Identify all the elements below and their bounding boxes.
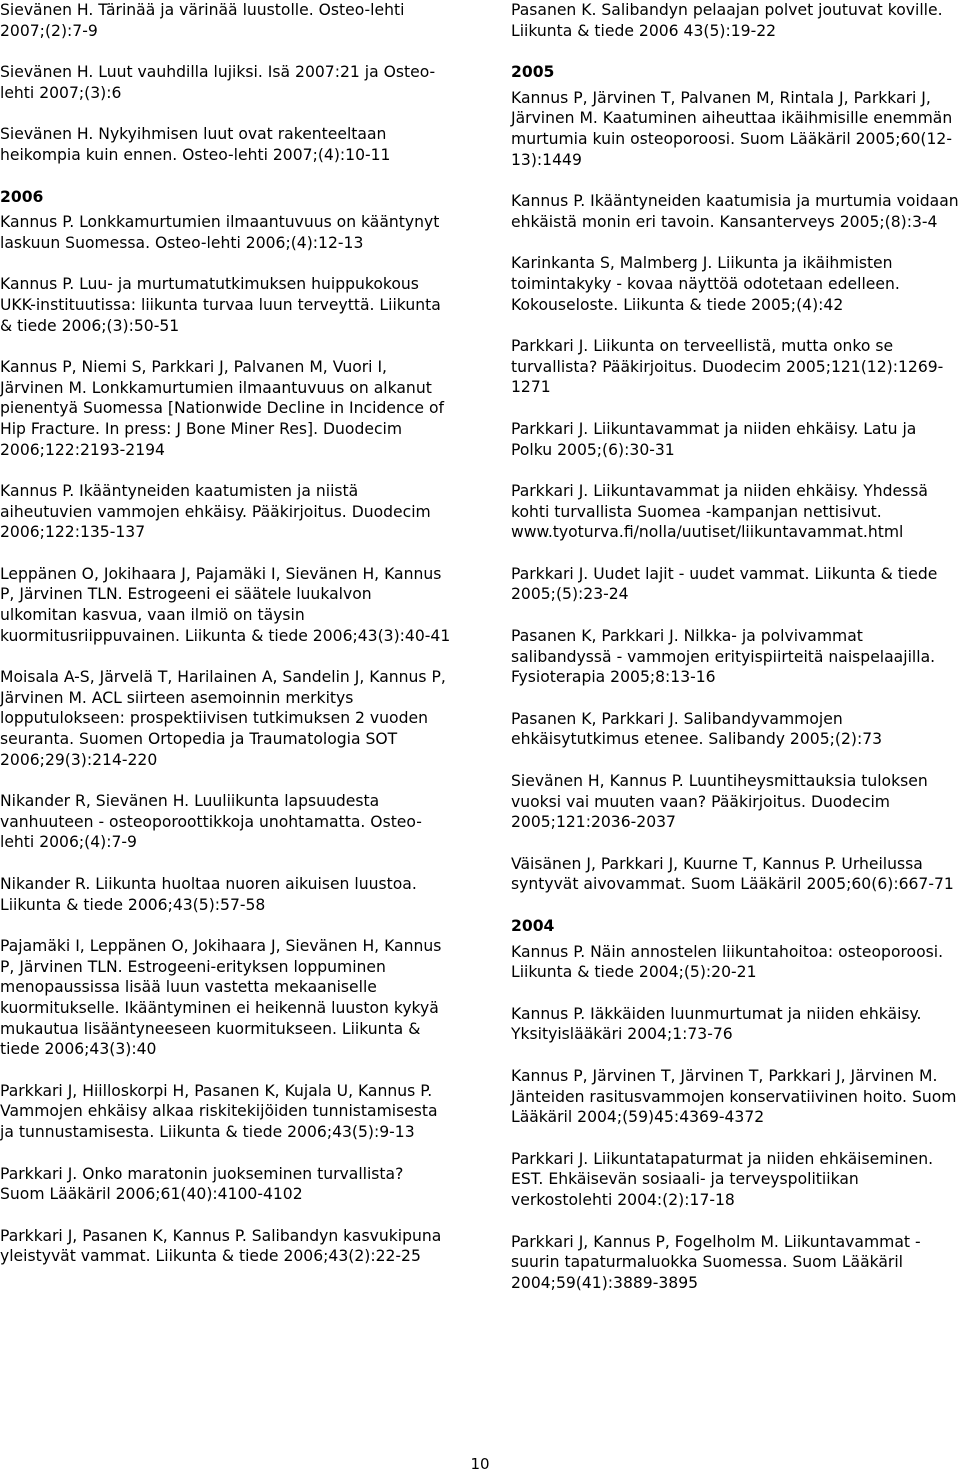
reference: Pasanen K, Parkkari J. Nilkka- ja polvivammat salibandyssä - vammojen erityispiirteitä naispelaajilla. Fysioterapia 2005;8:13-16 [511, 627, 936, 687]
reference: Sievänen H. Luut vauhdilla lujiksi. Isä 2007:21 ja Osteo-lehti 2007;(3):6 [0, 63, 436, 102]
reference: Pasanen K, Parkkari J. Salibandyvammojen ehkäisytutkimus etenee. Salibandy 2005;(2):73 [511, 709, 883, 749]
reference: Väisänen J, Parkkari J, Kuurne T, Kannus P. Urheilussa syntyvät aivovammat. Suom Lääkäril 2005;60(6):667-71 [511, 854, 954, 894]
reference: Sievänen H. Nykyihmisen luut ovat rakenteeltaan heikompia kuin ennen. Osteo-lehti 2007;(4):10-11 [0, 125, 391, 164]
right-column [511, 0, 960, 1314]
reference: Parkkari J, Pasanen K, Kannus P. Salibandyn kasvukipuna yleistyvät vammat. Liikunta & tiede 2006;43(2):22-25 [0, 1226, 442, 1266]
reference: Sievänen H. Tärinää ja värinää luustolle. Osteo-lehti 2007;(2):7-9 [0, 1, 405, 40]
reference: Pajamäki I, Leppänen O, Jokihaara J, Sievänen H, Kannus P, Järvinen TLN. Estrogeeni-erityksen loppuminen menopaussissa lisää luun vastetta mekaaniselle kuormitukselle. Ikääntyminen ei heikennä luuston kykyä mukautua lisääntyneeseen kuormitukseen. Liikunta & tiede 2006;43(3):40 [0, 937, 442, 1059]
reference: Kannus P, Niemi S, Parkkari J, Palvanen M, Vuori I, Järvinen M. Lonkkamurtumien ilmaantuvuus on alkanut pienentyä Suomessa [Nationwide Decline in Incidence of Hip Fracture. In press: J Bone Miner Res]. Duodecim 2006;122:2193-2194 [0, 358, 444, 459]
reference: Nikander R. Liikunta huoltaa nuoren aikuisen luustoa. Liikunta & tiede 2006;43(5):57-58 [0, 875, 417, 914]
reference: Kannus P. Lonkkamurtumien ilmaantuvuus on kääntynyt laskuun Suomessa. Osteo-lehti 2006;(4):12-13 [0, 213, 440, 252]
reference: Kannus P, Järvinen T, Palvanen M, Rintala J, Parkkari J, Järvinen M. Kaatuminen aiheuttaa ikäihmisille enemmän murtumia kuin osteoporoosi. Suom Lääkäril 2005;60(12-13):1449 [511, 88, 953, 169]
reference: Karinkanta S, Malmberg J. Liikunta ja ikäihmisten toimintakyky - kovaa näyttöä odotetaan edelleen. Kokouseloste. Liikunta & tiede 2005;(4):42 [511, 254, 900, 314]
reference: Parkkari J. Onko maratonin juokseminen turvallista? Suom Lääkäril 2006;61(40):4100-4102 [0, 1164, 404, 1204]
left-column [0, 0, 452, 1288]
reference: Kannus P. Luu- ja murtumatutkimuksen huippukokous UKK-instituutissa: liikunta turvaa luun terveyttä. Liikunta & tiede 2006;(3):50-51 [0, 275, 441, 335]
reference: Nikander R, Sievänen H. Luuliikunta lapsuudesta vanhuuteen - osteoporoottikkoja unohtamatta. Osteo-lehti 2006;(4):7-9 [0, 792, 422, 852]
reference: Kannus P. Iäkkäiden luunmurtumat ja niiden ehkäisy. Yksityislääkäri 2004;1:73-76 [511, 1004, 922, 1044]
reference: Sievänen H, Kannus P. Luuntiheysmittauksia tuloksen vuoksi vai muuten vaan? Pääkirjoitus. Duodecim 2005;121:2036-2037 [511, 772, 928, 832]
reference: Parkkari J, Hiilloskorpi H, Pasanen K, Kujala U, Kannus P. Vammojen ehkäisy alkaa riskitekijöiden tunnistamisesta ja tunnustamisesta. Liikunta & tiede 2006;43(5):9-13 [0, 1081, 438, 1141]
reference: Kannus P. Ikääntyneiden kaatumisten ja niistä aiheutuvien vammojen ehkäisy. Pääkirjoitus. Duodecim 2006;122:135-137 [0, 482, 431, 542]
year-heading-2004: 2004 [511, 917, 555, 935]
reference: Parkkari J. Liikuntavammat ja niiden ehkäisy. Yhdessä kohti turvallista Suomea -kampanjan nettisivut. www.tyoturva.fi/nolla/uutiset/liikuntavammat.html [511, 482, 928, 542]
reference: Pasanen K. Salibandyn pelaajan polvet joutuvat koville. Liikunta & tiede 2006 43(5):19-22 [511, 1, 943, 40]
reference: Parkkari J. Uudet lajit - uudet vammat. Liikunta & tiede 2005;(5):23-24 [511, 564, 938, 604]
year-heading-2005: 2005 [511, 63, 555, 82]
reference: Kannus P. Näin annostelen liikuntahoitoa: osteoporoosi. Liikunta & tiede 2004;(5):20-21 [511, 942, 944, 982]
year-heading-2006: 2006 [0, 187, 44, 206]
reference: Moisala A-S, Järvelä T, Harilainen A, Sandelin J, Kannus P, Järvinen M. ACL siirteen asemoinnin merkitys lopputulokseen: prospektiivisen tutkimuksen 2 vuoden seuranta. Suomen Ortopedia ja Traumatologia SOT 2006;29(3):214-220 [0, 668, 446, 769]
reference: Parkkari J, Kannus P, Fogelholm M. Liikuntavammat - suurin tapaturmaluokka Suomessa. Suom Lääkäril 2004;59(41):3889-3895 [511, 1232, 921, 1292]
reference: Parkkari J. Liikunta on terveellistä, mutta onko se turvallista? Pääkirjoitus. Duodecim 2005;121(12):1269-1271 [511, 337, 944, 397]
reference: Kannus P, Järvinen T, Järvinen T, Parkkari J, Järvinen M. Jänteiden rasitusvammojen konservatiivinen hoito. Suom Lääkäril 2004;(59)45:4369-4372 [511, 1066, 957, 1127]
reference: Leppänen O, Jokihaara J, Pajamäki I, Sievänen H, Kannus P, Järvinen TLN. Estrogeeni ei säätele luukalvon ulkomitan kasvua, vaan ilmiö on täysin kuormitusriippuvainen. Liikunta & tiede 2006;43(3):40-41 [0, 564, 451, 645]
reference: Parkkari J. Liikuntavammat ja niiden ehkäisy. Latu ja Polku 2005;(6):30-31 [511, 419, 917, 459]
reference: Parkkari J. Liikuntatapaturmat ja niiden ehkäiseminen. EST. Ehkäisevän sosiaali- ja terveyspolitiikan verkostolehti 2004:(2):17-18 [511, 1149, 934, 1209]
page-number: 10 [470, 1455, 490, 1473]
reference: Kannus P. Ikääntyneiden kaatumisia ja murtumia voidaan ehkäistä monin eri tavoin. Kansanterveys 2005;(8):3-4 [511, 192, 959, 231]
